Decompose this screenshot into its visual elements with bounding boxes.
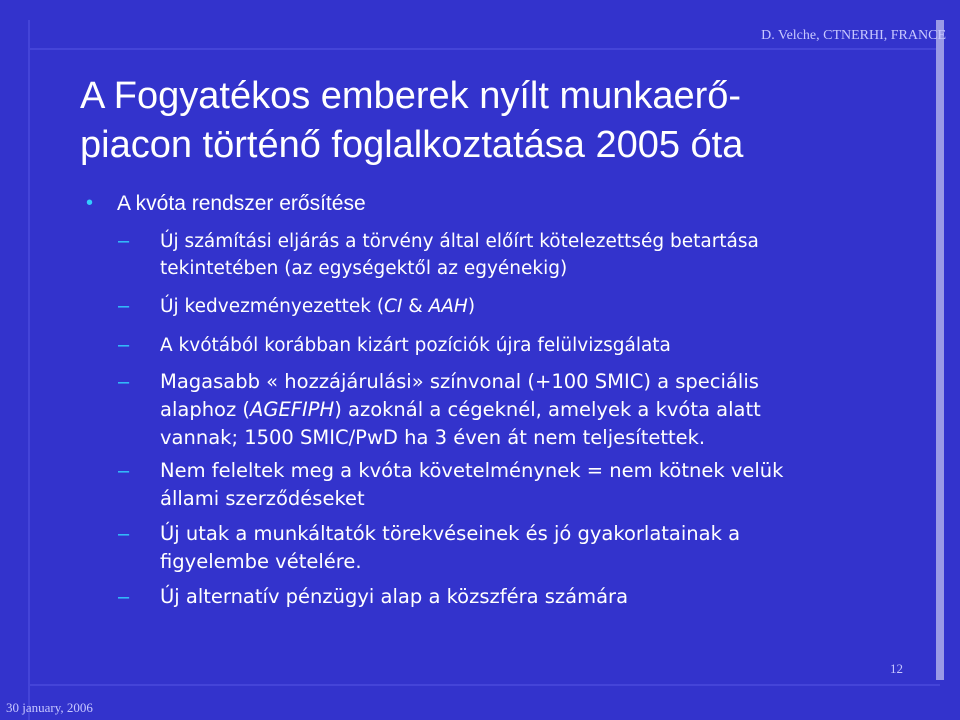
dash-icon: –	[118, 586, 130, 608]
dash-icon: –	[118, 334, 130, 356]
footer-date: 30 january, 2006	[6, 700, 93, 715]
sub-item-3-line-1: A kvótából korábban kizárt pozíciók újra felülvizsgálata	[160, 335, 671, 356]
title-line-2: piacon történő foglalkoztatása 2005 óta	[80, 124, 744, 166]
sub-item-4-line-2: alaphoz (AGEFIPH) azoknál a cégeknél, amelyek a kvóta alatt	[160, 398, 761, 421]
sub-item-4-line-1: Magasabb « hozzájárulási» színvonal (+100 SMIC) a speciális	[160, 370, 759, 393]
page-number: 12	[890, 661, 903, 676]
dash-icon: –	[118, 295, 130, 317]
dash-icon: –	[118, 371, 130, 393]
sub-item-7-line-1: Új alternatív pénzügyi alap a közszféra számára	[160, 585, 629, 608]
dash-icon: –	[118, 230, 130, 252]
dash-icon: –	[118, 460, 130, 482]
bullet-dot-icon: •	[86, 192, 94, 214]
bullet-text: A kvóta rendszer erősítése	[117, 192, 366, 215]
sub-item-1-line-1: Új számítási eljárás a törvény által előírt kötelezettség betartása	[160, 231, 759, 252]
header-author: D. Velche, CTNERHI, FRANCE	[761, 28, 946, 43]
sub-item-5-line-1: Nem feleltek meg a kvóta követelménynek = nem kötnek velük	[160, 459, 784, 482]
dash-icon: –	[118, 523, 130, 545]
sub-item-1-line-2: tekintetében (az egységektől az egyénekig)	[160, 258, 568, 279]
sub-item-4-line-3: vannak; 1500 SMIC/PwD ha 3 éven át nem teljesítettek.	[160, 426, 706, 449]
sub-item-2-line-1: Új kedvezményezettek (CI & AAH)	[160, 296, 476, 317]
sub-item-6-line-2: figyelembe vételére.	[160, 550, 362, 573]
sub-item-5-line-2: állami szerződéseket	[160, 487, 365, 510]
title-line-1: A Fogyatékos emberek nyílt munkaerő-	[80, 75, 742, 117]
sub-item-6-line-1: Új utak a munkáltatók törekvéseinek és jó gyakorlatainak a	[160, 522, 741, 545]
